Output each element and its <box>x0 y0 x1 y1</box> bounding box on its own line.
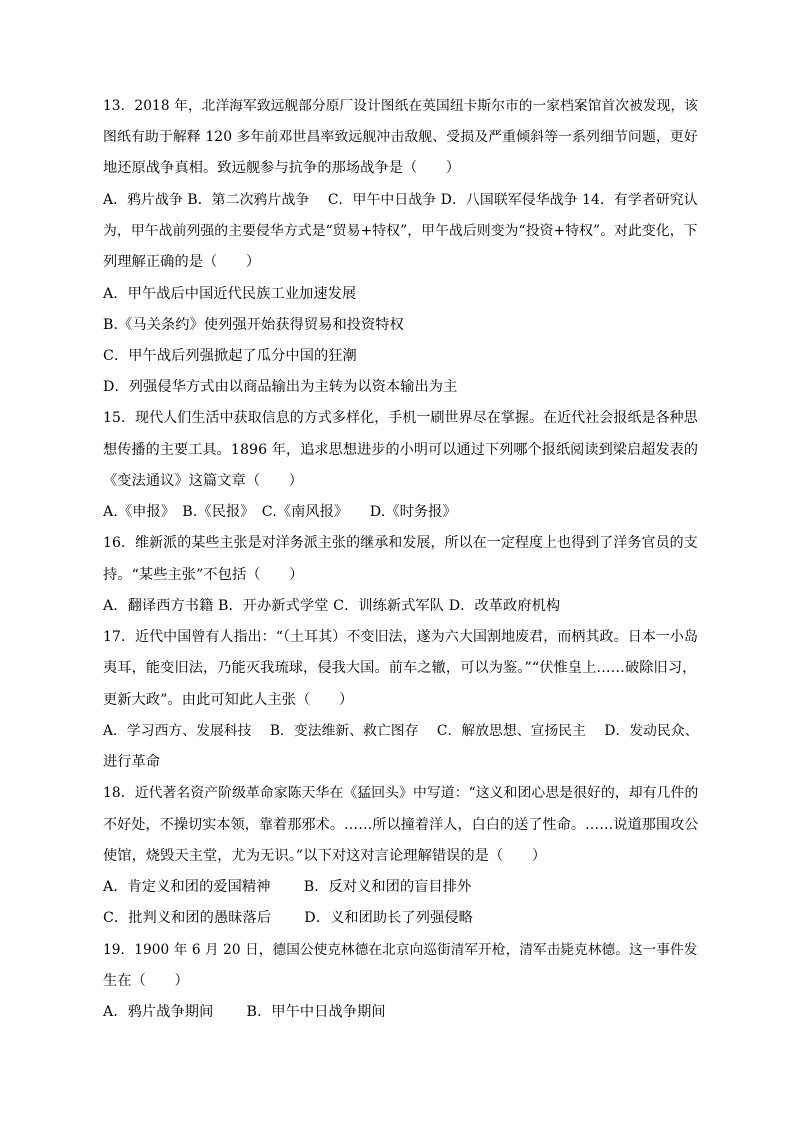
q14-option-c: C．甲午战后列强掀起了瓜分中国的狂潮 <box>103 348 357 364</box>
q15-stem-line-3: 《变法通议》这篇文章（ ） <box>103 473 304 489</box>
q14-option-a: A．甲午战后中国近代民族工业加速发展 <box>103 286 357 302</box>
q17-options-line-2: 进行革命 <box>103 754 161 770</box>
q15-stem-line-1: 15．现代人们生活中获取信息的方式多样化，手机一刷世界尽在掌握。在近代社会报纸是各种思 <box>103 410 698 426</box>
q17-options-line-1: A．学习西方、发展科技 B．变法维新、救亡图存 C．解放思想、宣扬民主 D．发动民众、 <box>103 723 699 739</box>
q16-options: A．翻译西方书籍 B．开办新式学堂 C．训练新式军队 D．改革政府机构 <box>103 598 561 614</box>
q18-options-ab: A．肯定义和团的爱国精神 B．反对义和团的盲目排外 <box>103 879 472 895</box>
q17-stem-line-2: 夷耳，能变旧法，乃能灭我琉球，侵我大国。前车之辙，可以为鉴。”“伏惟皇上……破除旧习， <box>103 660 697 676</box>
q18-options-cd: C．批判义和团的愚昧落后 D．义和团助长了列强侵略 <box>103 910 473 926</box>
q18-stem-line-3: 使馆，烧毁天主堂，尤为无识。”以下对这对言论理解错误的是（ ） <box>103 848 547 864</box>
q19-stem-line-1: 19．1900 年 6 月 20 日，德国公使克林德在北京向巡街清军开枪，清军击毙克林德。这一事件发 <box>103 942 698 958</box>
q19-stem-line-2: 生在（ ） <box>103 973 189 989</box>
q19-options-ab: A．鸦片战争期间 B．甲午中日战争期间 <box>103 1004 386 1020</box>
q15-stem-line-2: 想传播的主要工具。1896 年，追求思想进步的小明可以通过下列哪个报纸阅读到梁启超发表的 <box>103 442 699 458</box>
q17-stem-line-3: 更新大政”。由此可知此人主张（ ） <box>103 692 354 708</box>
q14-stem-line-2: 为，甲午战前列强的主要侵华方式是“贸易+特权”，甲午战后则变为“投资+特权”。对此变化，下 <box>103 223 698 239</box>
q18-stem-line-1: 18．近代著名资产阶级革命家陈天华在《猛回头》中写道：“这义和团心思是很好的，却有几件的 <box>103 785 699 801</box>
q14-option-d: D．列强侵华方式由以商品输出为主转为以资本输出为主 <box>103 379 458 395</box>
q16-stem-line-1: 16．维新派的某些主张是对洋务派主张的继承和发展，所以在一定程度上也得到了洋务官员的支 <box>103 535 698 551</box>
q15-options: A.《申报》 B.《民报》 C.《南风报》 D.《时务报》 <box>103 504 457 520</box>
q14-stem-line-3: 列理解正确的是（ ） <box>103 254 261 270</box>
q13-options-q14-start: A．鸦片战争 B．第二次鸦片战争 C．甲午中日战争 D．八国联军侵华战争 14．有学者研究认 <box>103 192 698 208</box>
q18-stem-line-2: 不好处，不操切实本领，靠着那邪术。……所以撞着洋人，白白的送了性命。……说道那围攻公 <box>103 817 699 833</box>
q14-option-b: B.《马关条约》使列强开始获得贸易和投资特权 <box>103 317 404 333</box>
q13-stem-line-2: 图纸有助于解释 120 多年前邓世昌率致远舰冲击敌舰、受损及严重倾斜等一系列细节问题，更好 <box>103 129 698 145</box>
q17-stem-line-1: 17．近代中国曾有人指出：“（土耳其）不变旧法，遂为六大国割地废君，而柄其政。日本一小岛 <box>103 629 699 645</box>
q16-stem-line-2: 持。“某些主张”不包括（ ） <box>103 567 304 583</box>
q13-stem-line-3: 地还原战争真相。致远舰参与抗争的那场战争是（ ） <box>103 160 461 176</box>
q13-stem-line-1: 13．2018 年，北洋海军致远舰部分原厂设计图纸在英国纽卡斯尔市的一家档案馆首次被发现，该 <box>103 98 699 114</box>
